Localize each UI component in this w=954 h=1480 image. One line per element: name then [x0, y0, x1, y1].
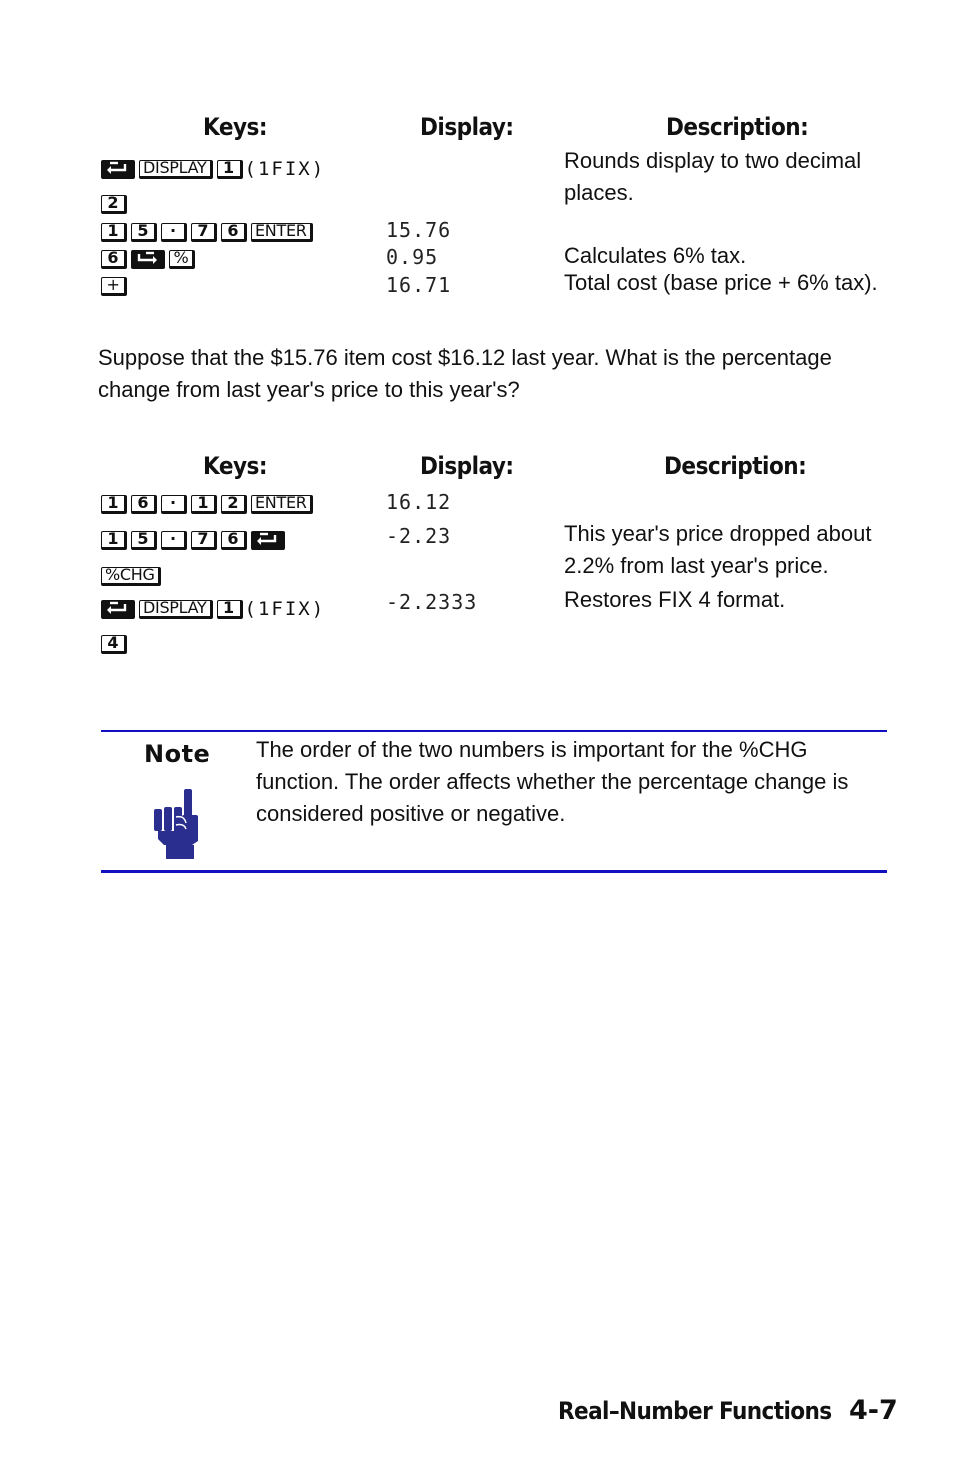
table1-header-display: Display: [420, 113, 514, 141]
enter-key: ENTER [251, 223, 313, 242]
display-key: DISPLAY [139, 600, 213, 619]
table1-header-description: Description: [666, 113, 809, 141]
left-shift-key [101, 600, 135, 619]
table2-row1-display: 16.12 [386, 490, 452, 514]
key-6: 6 [221, 531, 247, 550]
key-5: 5 [131, 223, 157, 242]
key-1: 1 [191, 495, 217, 514]
enter-key: ENTER [251, 495, 313, 514]
display-key: DISPLAY [139, 160, 213, 179]
table1-row4-description: Calculates 6% tax. [564, 243, 747, 268]
key-1: 1 [101, 223, 127, 242]
left-shift-key [101, 160, 135, 179]
key-6: 6 [101, 250, 127, 269]
note-bottom-rule [101, 870, 887, 873]
table2-row2-description: This year's price dropped about 2.2% from last year's price. [564, 521, 872, 578]
table2-row2-keys [101, 528, 285, 552]
footer-section-title: Real–Number Functions [558, 1397, 832, 1425]
note-title: Note [144, 740, 211, 768]
key-1: 1 [217, 160, 243, 179]
body-paragraph: Suppose that the $15.76 item cost $16.12 last year. What is the percentage change from last year's price to this year's? [98, 345, 832, 402]
key-2: 2 [101, 195, 127, 214]
key-dot: · [161, 531, 187, 550]
table1-row4-keys [101, 247, 195, 271]
table1-header-keys: Keys: [203, 113, 268, 141]
table1-row2-keys [101, 192, 127, 216]
key-7: 7 [191, 531, 217, 550]
table1-row3-keys [101, 220, 313, 244]
key-5: 5 [131, 531, 157, 550]
table1-row3-display: 15.76 [386, 218, 452, 242]
plus-key: + [101, 277, 127, 296]
table1-row1-description: Rounds display to two decimal places. [564, 148, 862, 205]
note-top-rule [101, 730, 887, 732]
left-shift-key [251, 531, 285, 550]
table1-row5-keys [101, 274, 127, 298]
fix-annotation: (1FIX) [244, 598, 326, 620]
percent-key: % [169, 250, 195, 269]
table1-row4-display: 0.95 [386, 245, 439, 269]
key-1: 1 [101, 495, 127, 514]
table2-row3-keys [101, 564, 161, 588]
table1-row5-display: 16.71 [386, 273, 452, 297]
table1-row1-keys [101, 157, 325, 181]
table2-row2-display: -2.23 [386, 524, 452, 548]
table2-row1-keys [101, 492, 313, 516]
key-7: 7 [191, 223, 217, 242]
table2-row4-keys [101, 597, 325, 621]
table2-row4-description: Restores FIX 4 format. [564, 587, 786, 612]
table1-row5-description: Total cost (base price + 6% tax). [564, 270, 878, 295]
key-4: 4 [101, 635, 127, 654]
table2-header-description: Description: [664, 452, 807, 480]
footer-page-number: 4-7 [849, 1395, 898, 1426]
right-shift-arrow-icon [132, 251, 162, 265]
note-text: The order of the two numbers is important for the %CHG function. The order affects whether the percentage change is considered positive or negative. [256, 737, 849, 826]
table2-header-display: Display: [420, 452, 514, 480]
key-1: 1 [217, 600, 243, 619]
left-shift-arrow-icon [102, 601, 132, 615]
key-1: 1 [101, 531, 127, 550]
percent-change-key: %CHG [101, 567, 161, 586]
key-6: 6 [221, 223, 247, 242]
right-shift-key [131, 250, 165, 269]
key-2: 2 [221, 495, 247, 514]
key-dot: · [161, 223, 187, 242]
key-6: 6 [131, 495, 157, 514]
pointing-hand-icon [152, 787, 202, 866]
fix-annotation: (1FIX) [244, 158, 326, 180]
left-shift-arrow-icon [102, 161, 132, 175]
table2-row5-keys [101, 632, 127, 656]
key-dot: · [161, 495, 187, 514]
table2-row4-display: -2.2333 [386, 590, 478, 614]
table2-header-keys: Keys: [203, 452, 268, 480]
left-shift-arrow-icon [252, 532, 282, 546]
